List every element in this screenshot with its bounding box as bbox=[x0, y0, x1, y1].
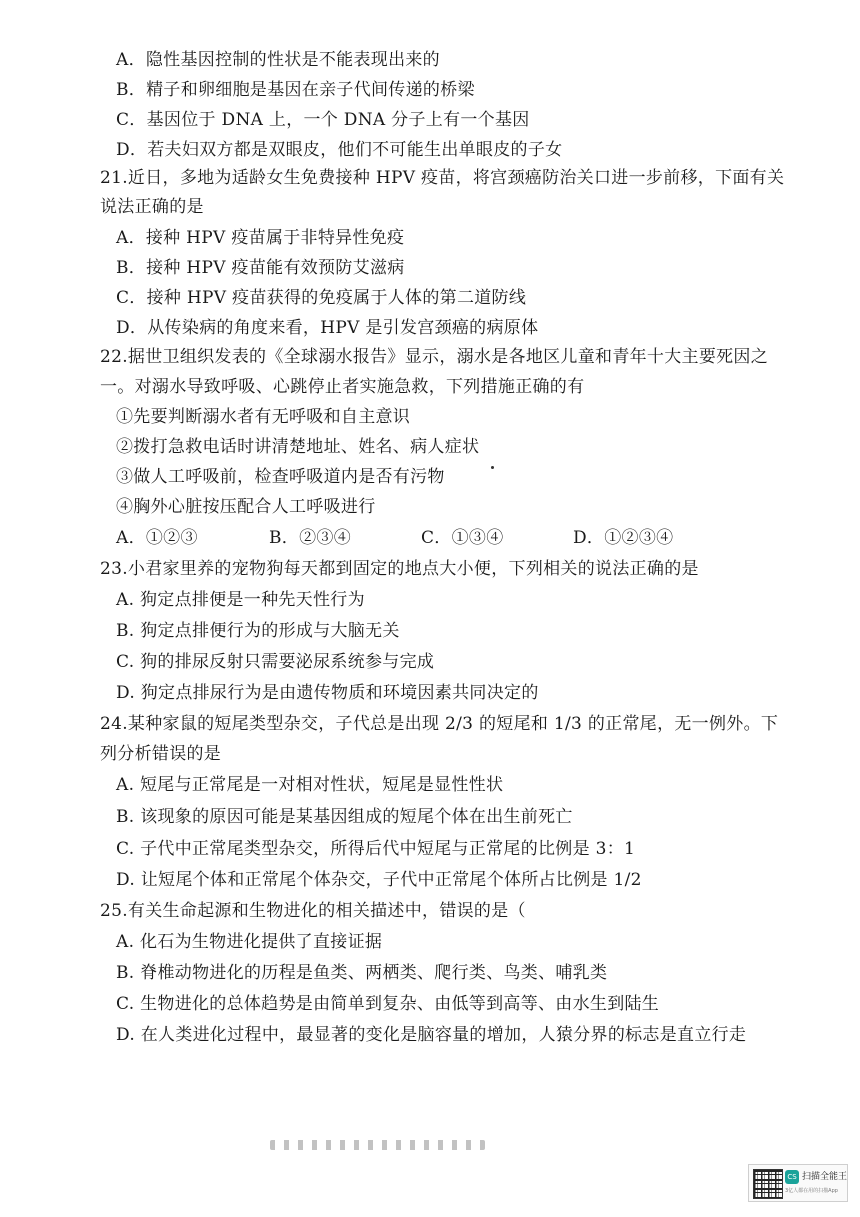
q22-item-4: ④胸外心脏按压配合人工呼吸进行 bbox=[116, 497, 376, 517]
q25-option-b: B. 脊椎动物进化的历程是鱼类、两栖类、爬行类、鸟类、哺乳类 bbox=[116, 963, 608, 983]
q22-item-2: ②拨打急救电话时讲清楚地址、姓名、病人症状 bbox=[116, 437, 480, 457]
q20-option-a: A．隐性基因控制的性状是不能表现出来的 bbox=[116, 50, 440, 70]
q22-stem-cont: 一。对溺水导致呼吸、心跳停止者实施急救，下列措施正确的有 bbox=[100, 377, 585, 397]
q22-stem: 22.据世卫组织发表的《全球溺水报告》显示，溺水是各地区儿童和青年十大主要死因之 bbox=[100, 347, 769, 367]
q21-option-a: A．接种 HPV 疫苗属于非特异性免疫 bbox=[116, 228, 405, 248]
q24-option-b: B. 该现象的原因可能是某基因组成的短尾个体在出生前死亡 bbox=[116, 807, 573, 827]
q23-option-c: C. 狗的排尿反射只需要泌尿系统参与完成 bbox=[116, 652, 435, 672]
camscanner-logo-icon: CS bbox=[785, 1170, 799, 1184]
q24-option-a: A. 短尾与正常尾是一对相对性状，短尾是显性性状 bbox=[116, 775, 504, 795]
q21-option-d: D．从传染病的角度来看，HPV 是引发宫颈癌的病原体 bbox=[116, 318, 539, 338]
q25-stem: 25.有关生命起源和生物进化的相关描述中，错误的是（ bbox=[100, 901, 526, 921]
q23-stem: 23.小君家里养的宠物狗每天都到固定的地点大小便，下列相关的说法正确的是 bbox=[100, 559, 699, 579]
q21-option-b: B．接种 HPV 疫苗能有效预防艾滋病 bbox=[116, 258, 405, 278]
q24-stem: 24.某种家鼠的短尾类型杂交，子代总是出现 2/3 的短尾和 1/3 的正常尾，无一例外。下 bbox=[100, 714, 779, 734]
q21-option-c: C．接种 HPV 疫苗获得的免疫属于人体的第二道防线 bbox=[116, 288, 527, 308]
scanner-app-name: 扫描全能王 bbox=[802, 1172, 848, 1182]
q22-choice-a: A．①②③ bbox=[116, 528, 198, 548]
q21-stem: 21.近日，多地为适龄女生免费接种 HPV 疫苗，将宫颈癌防治关口进一步前移，下面有关 bbox=[100, 168, 785, 188]
q20-option-c: C．基因位于 DNA 上，一个 DNA 分子上有一个基因 bbox=[116, 110, 530, 130]
q23-option-a: A. 狗定点排便是一种先天性行为 bbox=[116, 590, 365, 610]
q22-choice-c: C．①③④ bbox=[421, 528, 504, 548]
q22-choices bbox=[116, 526, 673, 550]
q22-item-3: ③做人工呼吸前，检查呼吸道内是否有污物 bbox=[116, 467, 445, 487]
q24-option-d: D. 让短尾个体和正常尾个体杂交，子代中正常尾个体所占比例是 1/2 bbox=[116, 870, 642, 890]
scanner-app-tagline: 3亿人都在用的扫描App bbox=[785, 1188, 838, 1194]
q23-option-d: D. 狗定点排尿行为是由遗传物质和环境因素共同决定的 bbox=[116, 683, 539, 703]
scanner-watermark bbox=[748, 1164, 848, 1202]
q23-option-b: B. 狗定点排便行为的形成与大脑无关 bbox=[116, 621, 400, 641]
q24-option-c: C. 子代中正常尾类型杂交，所得后代中短尾与正常尾的比例是 3：1 bbox=[116, 839, 636, 859]
q21-stem-cont: 说法正确的是 bbox=[100, 197, 204, 217]
q25-option-d: D. 在人类进化过程中，最显著的变化是脑容量的增加，人猿分界的标志是直立行走 bbox=[116, 1025, 747, 1045]
scan-speck bbox=[491, 466, 494, 469]
q24-stem-cont: 列分析错误的是 bbox=[100, 744, 222, 764]
q22-choice-b: B．②③④ bbox=[269, 528, 351, 548]
q20-option-d: D．若夫妇双方都是双眼皮，他们不可能生出单眼皮的子女 bbox=[116, 140, 563, 160]
q25-option-a: A. 化石为生物进化提供了直接证据 bbox=[116, 932, 383, 952]
q25-option-c: C. 生物进化的总体趋势是由简单到复杂、由低等到高等、由水生到陆生 bbox=[116, 994, 660, 1014]
qr-code-icon bbox=[753, 1169, 783, 1199]
faint-footer-text bbox=[270, 1140, 485, 1150]
q22-item-1: ①先要判断溺水者有无呼吸和自主意识 bbox=[116, 407, 411, 427]
q22-choice-d: D．①②③④ bbox=[573, 528, 674, 548]
q20-option-b: B．精子和卵细胞是基因在亲子代间传递的桥梁 bbox=[116, 80, 475, 100]
